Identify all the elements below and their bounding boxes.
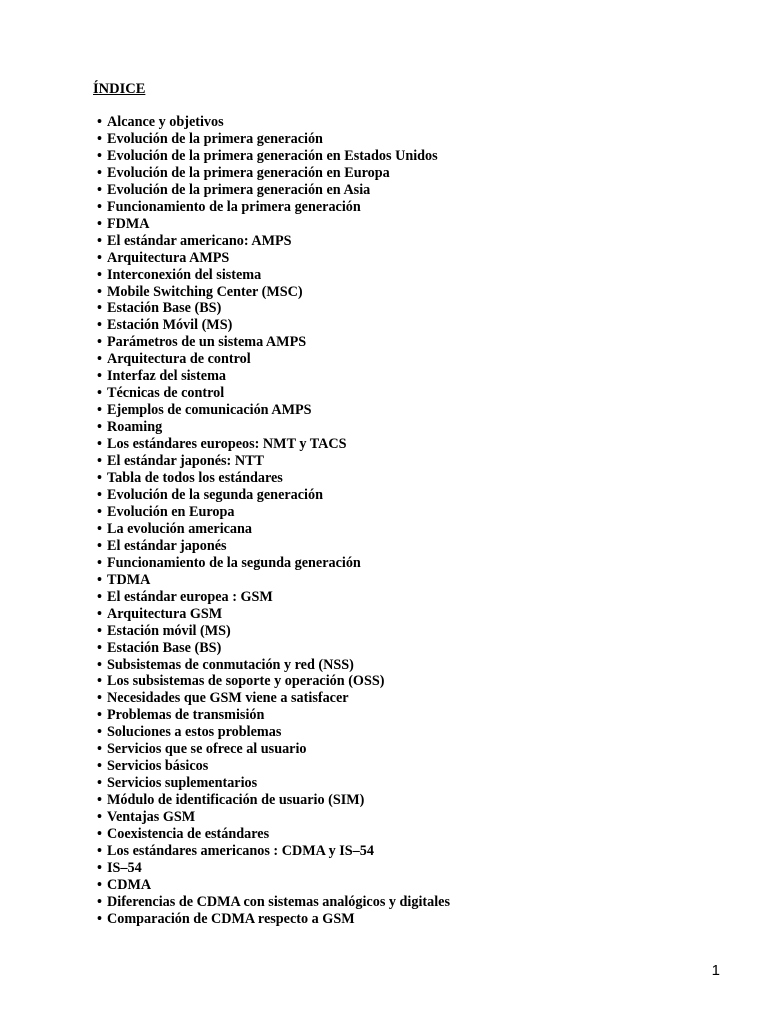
bullet-icon: • <box>97 351 102 368</box>
toc-item-label: Estación Base (BS) <box>107 639 222 656</box>
toc-item-label: CDMA <box>107 876 152 893</box>
bullet-icon: • <box>97 826 102 843</box>
toc-item-label: Problemas de transmisión <box>107 707 265 724</box>
toc-item <box>97 673 450 690</box>
toc-item <box>97 775 450 792</box>
bullet-icon: • <box>97 588 102 605</box>
toc-item-label: TDMA <box>107 571 151 588</box>
bullet-icon: • <box>97 402 102 419</box>
toc-item-label: Tabla de todos los estándares <box>107 470 283 487</box>
bullet-icon: • <box>97 893 102 910</box>
bullet-icon: • <box>97 436 102 453</box>
bullet-icon: • <box>97 520 102 537</box>
bullet-icon: • <box>97 283 102 300</box>
table-of-contents <box>97 114 450 928</box>
bullet-icon: • <box>97 232 102 249</box>
toc-item-label: Servicios suplementarios <box>107 775 258 792</box>
bullet-icon: • <box>97 537 102 554</box>
toc-item-label: Estación Móvil (MS) <box>107 317 233 334</box>
toc-item-label: Estación Base (BS) <box>107 300 222 317</box>
toc-item <box>97 487 450 504</box>
toc-item-label: Soluciones a estos problemas <box>107 724 282 741</box>
bullet-icon: • <box>97 775 102 792</box>
toc-item-label: Evolución de la primera generación en Estados Unidos <box>107 147 438 164</box>
bullet-icon: • <box>97 554 102 571</box>
toc-item <box>97 758 450 775</box>
bullet-icon: • <box>97 419 102 436</box>
toc-item <box>97 300 450 317</box>
toc-item <box>97 250 450 267</box>
bullet-icon: • <box>97 334 102 351</box>
toc-item <box>97 724 450 741</box>
bullet-icon: • <box>97 571 102 588</box>
toc-item <box>97 351 450 368</box>
bullet-icon: • <box>97 114 102 130</box>
toc-item-label: Funcionamiento de la segunda generación <box>107 554 361 571</box>
toc-item <box>97 233 450 250</box>
toc-item <box>97 911 450 928</box>
bullet-icon: • <box>97 385 102 402</box>
toc-item-label: Roaming <box>107 419 163 436</box>
bullet-icon: • <box>97 605 102 622</box>
toc-item <box>97 131 450 148</box>
toc-item <box>97 165 450 182</box>
toc-item <box>97 877 450 894</box>
toc-item-label: Módulo de identificación de usuario (SIM) <box>107 792 365 809</box>
bullet-icon: • <box>97 673 102 690</box>
toc-item-label: Diferencias de CDMA con sistemas analógicos y digitales <box>107 893 450 910</box>
toc-item-label: La evolución americana <box>107 520 253 537</box>
toc-item-label: Funcionamiento de la primera generación <box>107 198 361 215</box>
toc-item <box>97 334 450 351</box>
bullet-icon: • <box>97 453 102 470</box>
bullet-icon: • <box>97 859 102 876</box>
toc-item <box>97 114 450 131</box>
toc-item-label: Comparación de CDMA respecto a GSM <box>107 910 355 927</box>
toc-item-label: Alcance y objetivos <box>107 114 224 130</box>
toc-item <box>97 521 450 538</box>
bullet-icon: • <box>97 147 102 164</box>
toc-item-label: Evolución de la primera generación en Europa <box>107 164 390 181</box>
toc-item <box>97 453 450 470</box>
toc-item <box>97 216 450 233</box>
toc-item-label: Coexistencia de estándares <box>107 826 270 843</box>
toc-item <box>97 894 450 911</box>
toc-item-label: El estándar europea : GSM <box>107 588 273 605</box>
toc-item-label: Arquitectura AMPS <box>107 249 230 266</box>
bullet-icon: • <box>97 317 102 334</box>
bullet-icon: • <box>97 266 102 283</box>
bullet-icon: • <box>97 758 102 775</box>
index-title: ÍNDICE <box>93 81 146 97</box>
toc-item <box>97 538 450 555</box>
bullet-icon: • <box>97 690 102 707</box>
toc-item-label: IS–54 <box>107 859 142 876</box>
bullet-icon: • <box>97 249 102 266</box>
toc-item <box>97 741 450 758</box>
toc-item <box>97 504 450 521</box>
toc-item <box>97 690 450 707</box>
toc-item-label: Arquitectura de control <box>107 351 251 368</box>
toc-item-label: Mobile Switching Center (MSC) <box>107 283 303 300</box>
bullet-icon: • <box>97 809 102 826</box>
toc-item <box>97 419 450 436</box>
bullet-icon: • <box>97 842 102 859</box>
bullet-icon: • <box>97 130 102 147</box>
toc-item-label: Evolución de la primera generación <box>107 130 323 147</box>
toc-item-label: Evolución de la primera generación en Asia <box>107 181 371 198</box>
toc-item <box>97 267 450 284</box>
toc-item <box>97 826 450 843</box>
toc-item <box>97 640 450 657</box>
bullet-icon: • <box>97 622 102 639</box>
toc-item-label: Servicios básicos <box>107 758 209 775</box>
toc-item-label: El estándar japonés: NTT <box>107 453 265 470</box>
toc-item-label: El estándar japonés <box>107 537 227 554</box>
bullet-icon: • <box>97 792 102 809</box>
bullet-icon: • <box>97 656 102 673</box>
toc-item-label: Evolución de la segunda generación <box>107 486 323 503</box>
toc-item-label: Los estándares americanos : CDMA y IS–54 <box>107 842 374 859</box>
bullet-icon: • <box>97 300 102 317</box>
bullet-icon: • <box>97 368 102 385</box>
toc-item-label: FDMA <box>107 215 150 232</box>
toc-item-label: Servicios que se ofrece al usuario <box>107 741 307 758</box>
toc-item-label: Subsistemas de conmutación y red (NSS) <box>107 656 354 673</box>
bullet-icon: • <box>97 181 102 198</box>
toc-item-label: Interfaz del sistema <box>107 368 226 385</box>
toc-item <box>97 623 450 640</box>
toc-item <box>97 317 450 334</box>
toc-item-label: El estándar americano: AMPS <box>107 232 292 249</box>
toc-item-label: Ejemplos de comunicación AMPS <box>107 402 312 419</box>
bullet-icon: • <box>97 486 102 503</box>
bullet-icon: • <box>97 707 102 724</box>
bullet-icon: • <box>97 503 102 520</box>
bullet-icon: • <box>97 876 102 893</box>
toc-item <box>97 199 450 216</box>
toc-item <box>97 385 450 402</box>
bullet-icon: • <box>97 215 102 232</box>
toc-item-label: Parámetros de un sistema AMPS <box>107 334 307 351</box>
toc-item <box>97 182 450 199</box>
toc-item <box>97 809 450 826</box>
toc-item-label: Técnicas de control <box>107 385 225 402</box>
toc-item <box>97 860 450 877</box>
toc-item-label: Evolución en Europa <box>107 503 235 520</box>
toc-item <box>97 657 450 674</box>
toc-item-label: Los estándares europeos: NMT y TACS <box>107 436 347 453</box>
toc-item-label: Ventajas GSM <box>107 809 196 826</box>
toc-item <box>97 555 450 572</box>
toc-item <box>97 707 450 724</box>
bullet-icon: • <box>97 724 102 741</box>
bullet-icon: • <box>97 639 102 656</box>
toc-item <box>97 470 450 487</box>
bullet-icon: • <box>97 198 102 215</box>
toc-item-label: Necesidades que GSM viene a satisfacer <box>107 690 349 707</box>
toc-item <box>97 436 450 453</box>
toc-item <box>97 368 450 385</box>
toc-item <box>97 589 450 606</box>
toc-item-label: Interconexión del sistema <box>107 266 262 283</box>
bullet-icon: • <box>97 164 102 181</box>
toc-item <box>97 606 450 623</box>
toc-item <box>97 148 450 165</box>
toc-item <box>97 402 450 419</box>
toc-item <box>97 792 450 809</box>
toc-item <box>97 843 450 860</box>
toc-item <box>97 284 450 301</box>
bullet-icon: • <box>97 910 102 927</box>
toc-item-label: Los subsistemas de soporte y operación (OSS) <box>107 673 385 690</box>
toc-item <box>97 572 450 589</box>
page-number: 1 <box>711 962 720 979</box>
bullet-icon: • <box>97 470 102 487</box>
toc-item-label: Estación móvil (MS) <box>107 622 231 639</box>
bullet-icon: • <box>97 741 102 758</box>
toc-item-label: Arquitectura GSM <box>107 605 223 622</box>
